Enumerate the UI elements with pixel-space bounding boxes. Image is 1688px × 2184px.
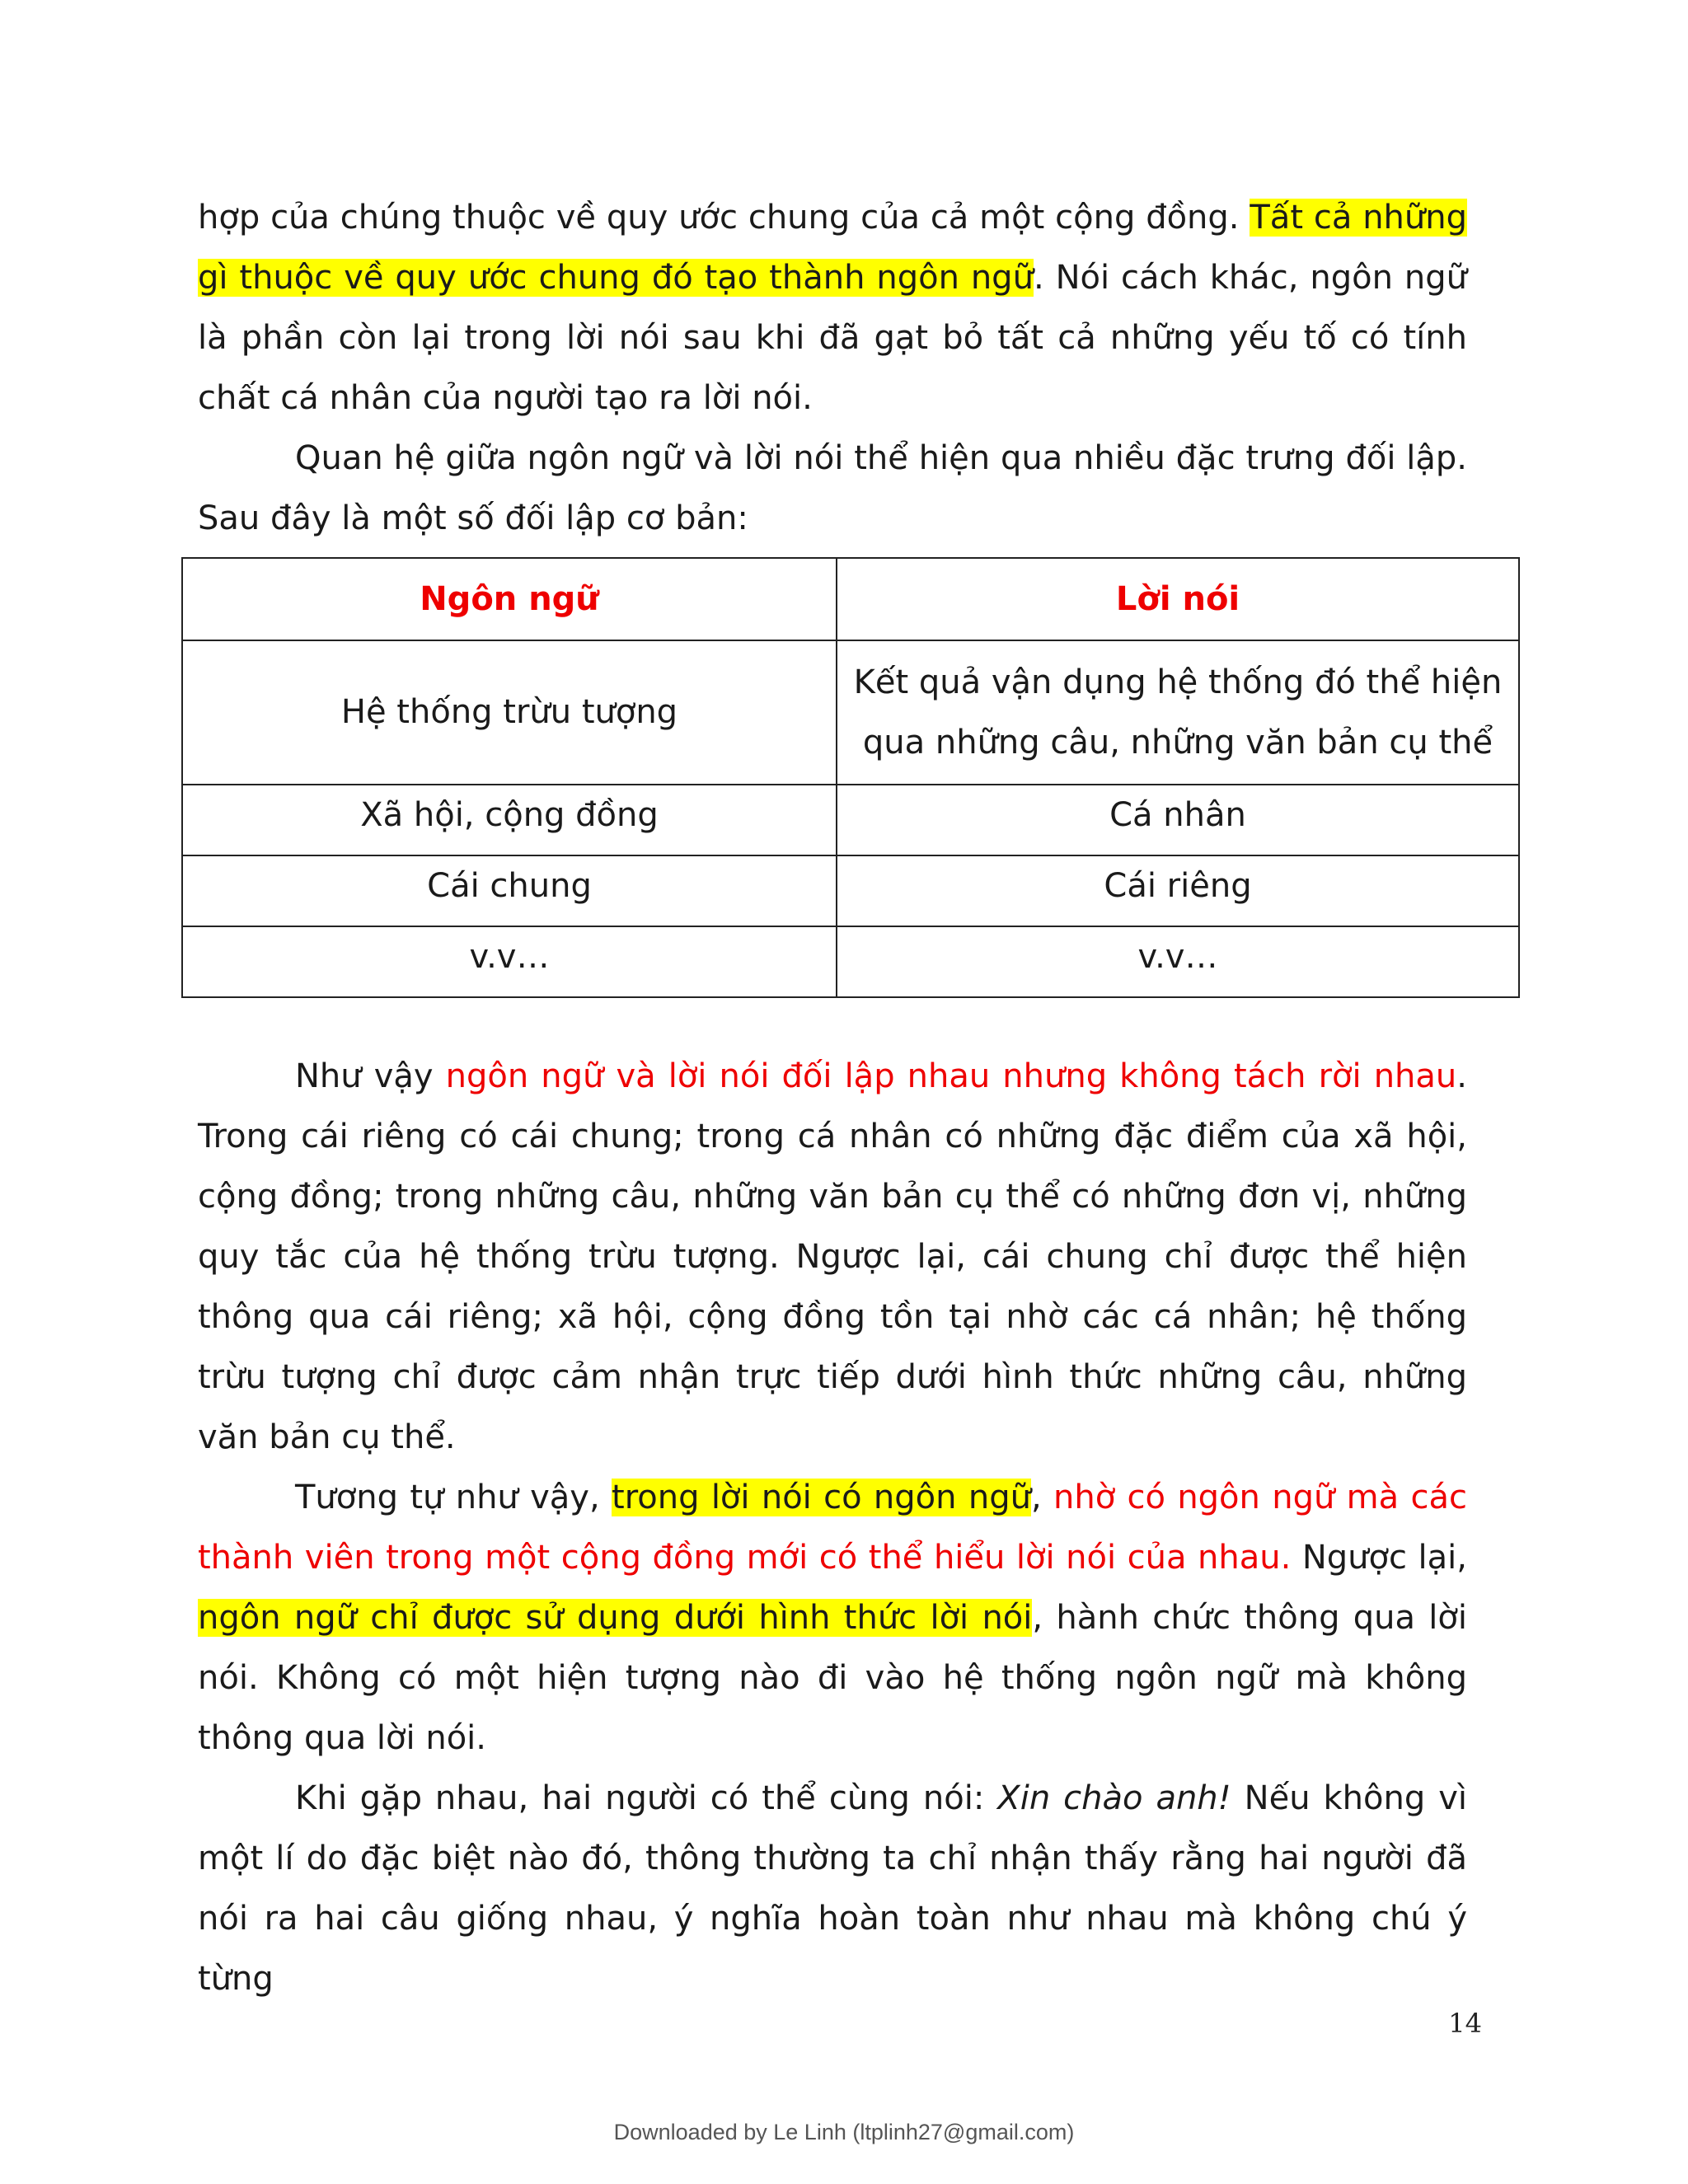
table-row (182, 785, 1519, 855)
table-row (182, 855, 1519, 926)
table-cell: Kết quả vận dụng hệ thống đó thể hiện qua những câu, những văn bản cụ thể (837, 640, 1519, 785)
table-cell-text: Cái chung (427, 867, 592, 905)
table-row (182, 640, 1519, 785)
table-cell (837, 926, 1519, 997)
table-cell (837, 785, 1519, 855)
paragraph-1 (198, 188, 1467, 429)
paragraph-4-text-a: Tương tự như vậy, (295, 1479, 612, 1516)
table-cell (837, 855, 1519, 926)
table-header-language: Ngôn ngữ (182, 558, 837, 640)
table-cell-text: v.v… (469, 938, 550, 976)
table-cell-text: Xã hội, cộng đồng (360, 796, 659, 834)
table-cell (182, 926, 837, 997)
paragraph-4-text-b: , (1030, 1479, 1053, 1516)
paragraph-2 (198, 429, 1467, 549)
contrast-table (181, 557, 1520, 998)
paragraph-1-text-a: hợp của chúng thuộc về quy ước chung của cả một cộng đồng. (198, 199, 1250, 237)
paragraph-2-text: Quan hệ giữa ngôn ngữ và lời nói thể hiện qua nhiều đặc trưng đối lập. Sau đây là một số đối lập cơ bản: (198, 439, 1467, 537)
paragraph-4-text-c: Ngược lại, (1291, 1539, 1467, 1577)
table-header-speech: Lời nói (837, 558, 1519, 640)
table-cell: Hệ thống trừu tượng (182, 640, 837, 785)
paragraph-1-highlight: Tất cả những gì thuộc về quy ước chung đó tạo thành ngôn ngữ (198, 199, 1468, 297)
paragraph-5-italic-example: Xin chào anh! (997, 1779, 1231, 1817)
page-number: 14 (1448, 2008, 1482, 2039)
table-cell (182, 785, 837, 855)
table-cell-text: Cá nhân (1109, 796, 1246, 834)
paragraph-4-red-text: nhờ có ngôn ngữ mà các thành viên trong một cộng đồng mới có thể hiểu lời nói của nhau. (198, 1479, 1467, 1577)
paragraph-3-text-a: Như vậy (295, 1057, 446, 1095)
paragraph-4-highlight-2: ngôn ngữ chỉ được sử dụng dưới hình thức lời nói (198, 1599, 1033, 1637)
table-cell-text: Cái riêng (1104, 867, 1252, 905)
paragraph-5-text-b: Nếu không vì một lí do đặc biệt nào đó, thông thường ta chỉ nhận thấy rằng hai người đã nói ra hai câu giống nhau, ý nghĩa hoàn toàn như nhau mà không chú ý từng (198, 1779, 1468, 1998)
table-row (182, 926, 1519, 997)
paragraph-4 (198, 1468, 1467, 1769)
paragraph-3-text-b: . Trong cái riêng có cái chung; trong cá nhân có những đặc điểm của xã hội, cộng đồng; trong những câu, những văn bản cụ thể có những đơn vị, những quy tắc của hệ thống trừu tượng. Ngược lại, cái chung chỉ được thể hiện thông qua cái riêng; xã hội, cộng đồng tồn tại nhờ các cá nhân; hệ thống trừu tượng chỉ được cảm nhận trực tiếp dưới hình thức những câu, những văn bản cụ thể. (198, 1057, 1467, 1456)
paragraph-3 (198, 1047, 1467, 1468)
paragraph-4-highlight-1: trong lời nói có ngôn ngữ (612, 1479, 1031, 1516)
table-header-row (182, 558, 1519, 640)
table-cell-text: v.v… (1137, 938, 1218, 976)
download-footer: Downloaded by Le Linh (ltplinh27@gmail.com) (613, 2120, 1075, 2144)
paragraph-5-text-a: Khi gặp nhau, hai người có thể cùng nói: (295, 1779, 998, 1817)
paragraph-4-text-d: , hành chức thông qua lời nói. Không có một hiện tượng nào đi vào hệ thống ngôn ngữ mà không thông qua lời nói. (198, 1599, 1467, 1757)
table-cell (182, 855, 837, 926)
paragraph-1-text-b: . Nói cách khác, ngôn ngữ là phần còn lại trong lời nói sau khi đã gạt bỏ tất cả những yếu tố có tính chất cá nhân của người tạo ra lời nói. (198, 259, 1467, 417)
paragraph-3-red-text: ngôn ngữ và lời nói đối lập nhau nhưng không tách rời nhau (445, 1057, 1457, 1095)
paragraph-5 (198, 1769, 1467, 2009)
